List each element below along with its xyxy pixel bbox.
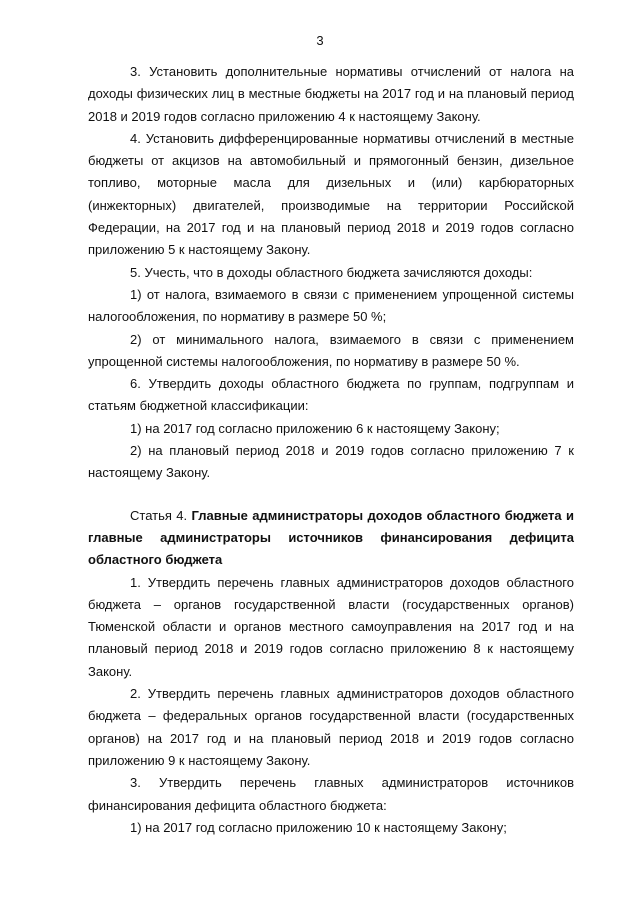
document-body [88, 61, 574, 839]
article-item-2: 2. Утвердить перечень главных администраторов доходов областного бюджета – федеральных органов государственной власти (государственных органов) на 2017 год и на плановый период 2018 и 2019 годов согласно приложению 9 к настоящему Закону. [88, 686, 574, 768]
paragraph-subitem-5-2: 2) от минимального налога, взимаемого в связи с применением упрощенной системы налогообложения, по нормативу в размере 50 %. [88, 331, 574, 369]
paragraph-subitem-5-1: 1) от налога, взимаемого в связи с применением упрощенной системы налогообложения, по нормативу в размере 50 %; [88, 286, 574, 325]
article-title: Главные администраторы доходов областного бюджета и главные администраторы источников финансирования дефицита областного бюджета [88, 507, 574, 568]
paragraph-subitem-6-2: 2) на плановый период 2018 и 2019 годов согласно приложению 7 к настоящему Закону. [88, 443, 574, 481]
paragraph-item-6: 6. Утвердить доходы областного бюджета по группам, подгруппам и статьям бюджетной классификации: [88, 376, 574, 414]
article-prefix: Статья 4. [130, 507, 188, 523]
article-heading [88, 505, 574, 572]
article-item-3: 3. Утвердить перечень главных администраторов источников финансирования дефицита областного бюджета: [88, 775, 574, 813]
article-subitem-3-1: 1) на 2017 год согласно приложению 10 к настоящему Закону; [130, 819, 507, 835]
paragraph-item-4: 4. Установить дифференцированные нормативы отчислений в местные бюджеты от акцизов на автомобильный и прямогонный бензин, дизельное топливо, моторные масла для дизельных и (или) карбюраторных (инжекторных) двигателей, производимые на территории Российской Федерации, на 2017 год и на плановый период 2018 и 2019 годов согласно приложению 5 к настоящему Закону. [88, 130, 574, 258]
paragraph-item-5: 5. Учесть, что в доходы областного бюджета зачисляются доходы: [130, 264, 533, 280]
page-number: 3 [316, 33, 324, 48]
paragraph-subitem-6-1: 1) на 2017 год согласно приложению 6 к настоящему Закону; [130, 420, 500, 436]
paragraph-item-3: 3. Установить дополнительные нормативы отчислений от налога на доходы физических лиц в местные бюджеты на 2017 год и на плановый период 2018 и 2019 годов согласно приложению 4 к настоящему Закону. [88, 64, 574, 124]
article-item-1: 1. Утвердить перечень главных администраторов доходов областного бюджета – органов государственной власти (государственных органов) Тюменской области и органов местного самоуправления на 2017 год и на плановый период 2018 и 2019 годов согласно приложению 8 к настоящему Закону. [88, 574, 574, 679]
